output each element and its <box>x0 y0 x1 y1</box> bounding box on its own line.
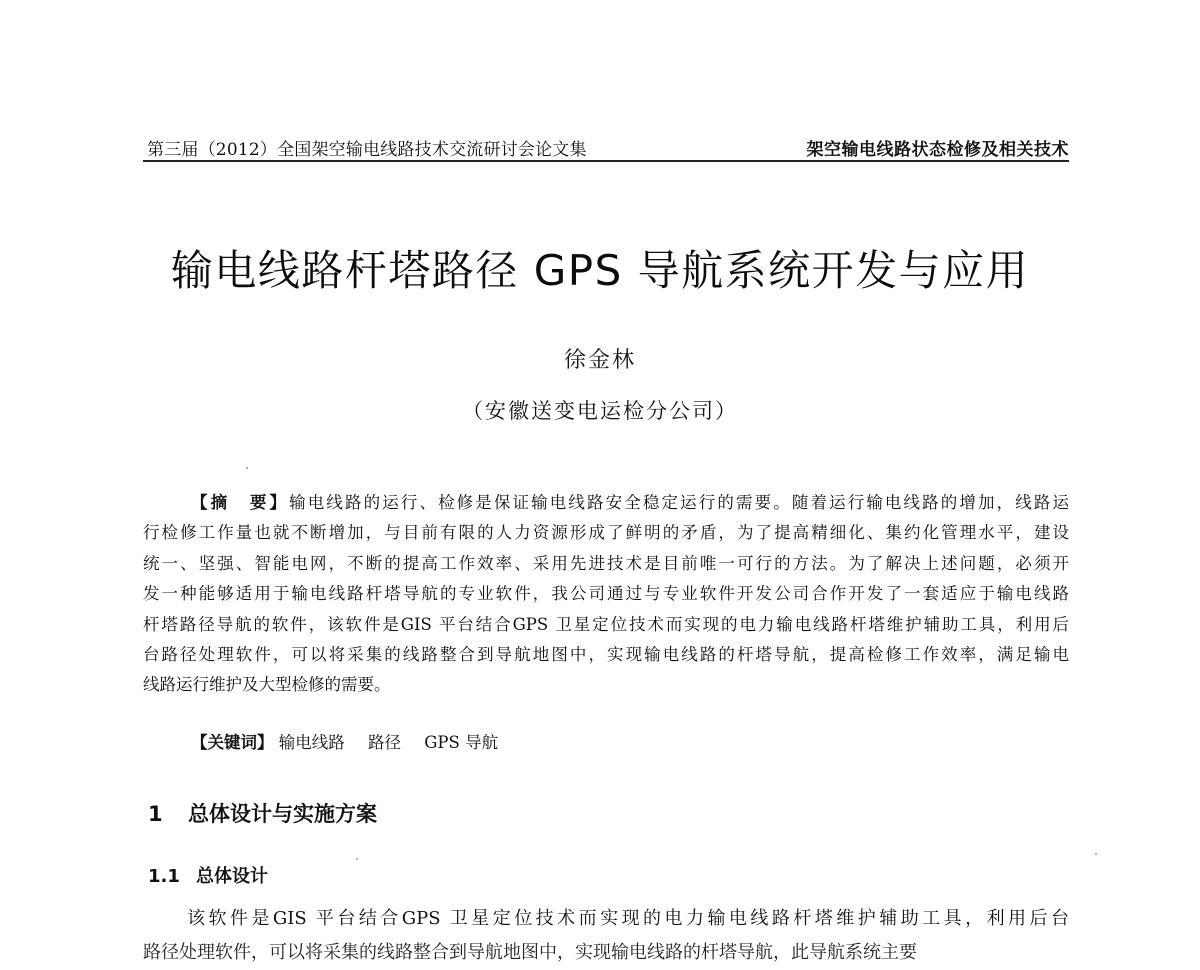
keyword: 路径 <box>368 733 401 752</box>
abstract-line: 统一、坚强、智能电网，不断的提高工作效率、采用先进技术是目前唯一可行的方法。为了解决上述问题，必须开 <box>143 553 1069 573</box>
abstract-line <box>143 488 1069 518</box>
keyword: GPS 导航 <box>424 733 499 752</box>
subsection-title: 总体设计 <box>196 866 268 887</box>
keyword: 输电线路 <box>278 733 345 752</box>
abstract-text: 输电线路的运行、检修是保证输电线路安全稳定运行的需要。随着运行输电线路的增加，线路运 <box>289 493 1070 512</box>
section-number: 1 <box>148 802 163 826</box>
abstract-line: 台路径处理软件，可以将采集的线路整合到导航地图中，实现输电线路的杆塔导航，提高检修工作效率，满足输电 <box>143 644 1069 664</box>
body-line: 该软件是GIS 平台结合GPS 卫星定位技术而实现的电力输电线路杆塔维护辅助工具，利用后台 <box>187 908 1069 929</box>
abstract-line: 线路运行维护及大型检修的需要。 <box>143 675 391 695</box>
author-affiliation: （安徽送变电运检分公司） <box>462 399 738 423</box>
scan-speck <box>246 467 248 469</box>
scan-speck <box>1095 853 1097 855</box>
subsection-heading <box>148 862 268 888</box>
body-line: 路径处理软件，可以将采集的线路整合到导航地图中，实现输电线路的杆塔导航，此导航系统主要 <box>143 942 917 963</box>
header-proceedings-title: 第三届（2012）全国架空输电线路技术交流研讨会论文集 <box>147 140 587 160</box>
abstract <box>143 488 1069 701</box>
abstract-line: 行检修工作量也就不断增加，与目前有限的人力资源形成了鲜明的矛盾，为了提高精细化、集约化管理水平，建设 <box>143 523 1069 543</box>
header-section-title: 架空输电线路状态检修及相关技术 <box>806 140 1069 160</box>
section-title: 总体设计与实施方案 <box>188 802 377 826</box>
body-paragraph <box>143 902 1069 970</box>
header-rule <box>143 160 1069 162</box>
section-heading <box>148 798 377 828</box>
paper-title: 输电线路杆塔路径 GPS 导航系统开发与应用 <box>170 246 1030 295</box>
running-header <box>143 133 1069 161</box>
abstract-line: 杆塔路径导航的软件，该软件是GIS 平台结合GPS 卫星定位技术而实现的电力输电线路杆塔维护辅助工具，利用后 <box>143 614 1069 634</box>
abstract-label: 【摘 要】 <box>191 493 290 512</box>
author-name: 徐金林 <box>563 348 636 373</box>
keywords <box>191 729 516 753</box>
keywords-label: 【关键词】 <box>191 733 274 752</box>
abstract-line: 发一种能够适用于输电线路杆塔导航的专业软件，我公司通过与专业软件开发公司合作开发了一套适应于输电线路 <box>143 584 1069 604</box>
subsection-number: 1.1 <box>148 866 180 887</box>
scan-speck <box>356 858 358 860</box>
